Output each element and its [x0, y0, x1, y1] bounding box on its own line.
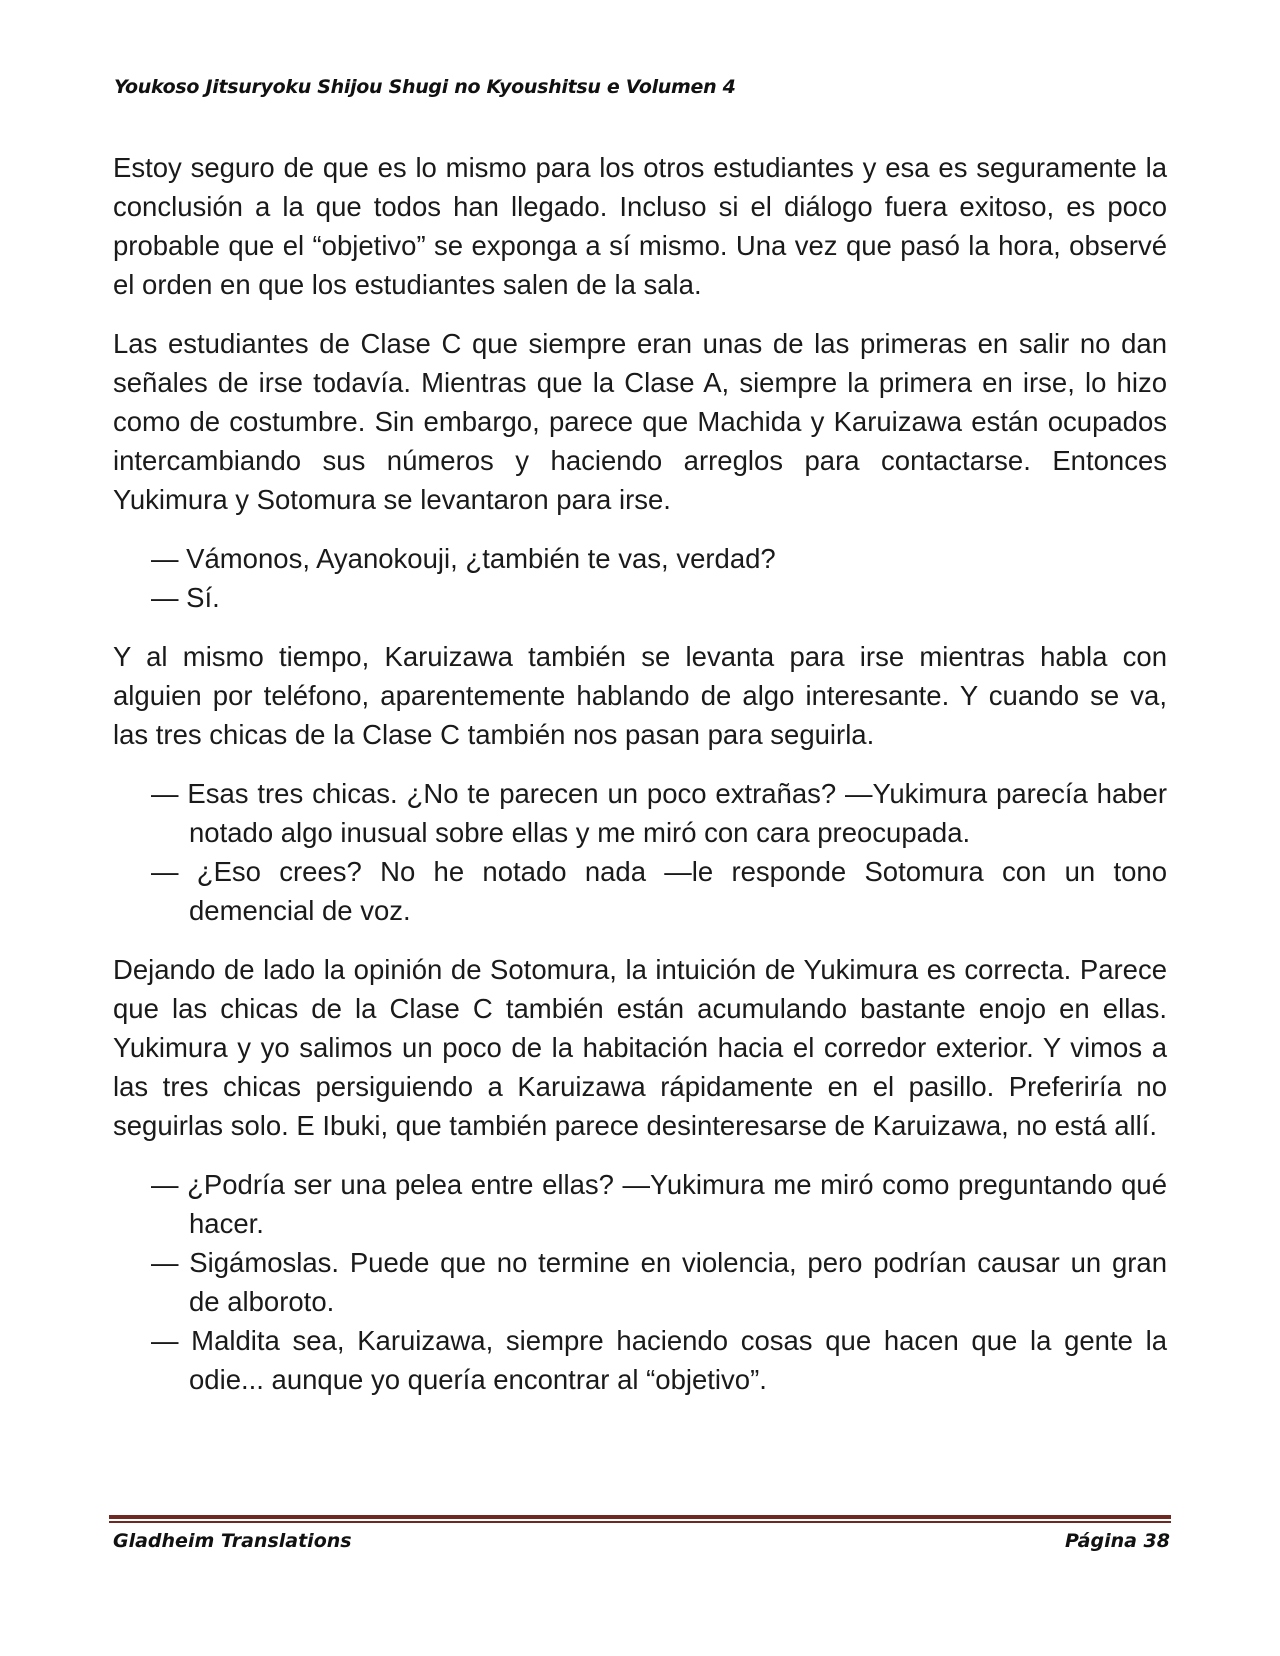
footer-divider-thin — [109, 1521, 1171, 1523]
running-header: Youkoso Jitsuryoku Shijou Shugi no Kyoushitsu e Volumen 4 — [114, 76, 736, 98]
footer-divider-thick — [109, 1515, 1171, 1519]
dialog-block — [113, 774, 1167, 930]
dialog-line: — Maldita sea, Karuizawa, siempre haciendo cosas que hacen que la gente la odie... aunque yo quería encontrar al “objetivo”. — [151, 1325, 1167, 1395]
page-number: Página 38 — [1064, 1530, 1170, 1552]
footer-credit: Gladheim Translations — [113, 1530, 352, 1552]
body-text — [113, 148, 1167, 1419]
dialog-line: — Sí. — [151, 582, 220, 613]
paragraph: Estoy seguro de que es lo mismo para los otros estudiantes y esa es seguramente la conclusión a la que todos han llegado. Incluso si el diálogo fuera exitoso, es poco probable que el “objetivo” se exponga a sí mismo. Una vez que pasó la hora, observé el orden en que los estudiantes salen de la sala. — [113, 152, 1167, 300]
dialog-block — [113, 1165, 1167, 1399]
dialog-line: — ¿Eso crees? No he notado nada —le responde Sotomura con un tono demencial de voz. — [151, 856, 1167, 926]
dialog-line: — Sigámoslas. Puede que no termine en violencia, pero podrían causar un gran de alboroto. — [151, 1247, 1167, 1317]
dialog-line: — Esas tres chicas. ¿No te parecen un poco extrañas? —Yukimura parecía haber notado algo inusual sobre ellas y me miró con cara preocupada. — [151, 778, 1167, 848]
paragraph: Las estudiantes de Clase C que siempre eran unas de las primeras en salir no dan señales de irse todavía. Mientras que la Clase A, siempre la primera en irse, lo hizo como de costumbre. Sin embargo, parece que Machida y Karuizawa están ocupados intercambiando sus números y haciendo arreglos para contactarse. Entonces Yukimura y Sotomura se levantaron para irse. — [113, 328, 1167, 515]
paragraph: Dejando de lado la opinión de Sotomura, la intuición de Yukimura es correcta. Parece que las chicas de la Clase C también están acumulando bastante enojo en ellas. Yukimura y yo salimos un poco de la habitación hacia el corredor exterior. Y vimos a las tres chicas persiguiendo a Karuizawa rápidamente en el pasillo. Preferiría no seguirlas solo. E Ibuki, que también parece desinteresarse de Karuizawa, no está allí. — [113, 954, 1167, 1141]
dialog-block — [113, 539, 1167, 617]
footer-divider — [109, 1515, 1171, 1524]
paragraph: Y al mismo tiempo, Karuizawa también se levanta para irse mientras habla con alguien por teléfono, aparentemente hablando de algo interesante. Y cuando se va, las tres chicas de la Clase C también nos pasan para seguirla. — [113, 641, 1167, 750]
dialog-line: — ¿Podría ser una pelea entre ellas? —Yukimura me miró como preguntando qué hacer. — [151, 1169, 1167, 1239]
dialog-line: — Vámonos, Ayanokouji, ¿también te vas, verdad? — [151, 543, 776, 574]
